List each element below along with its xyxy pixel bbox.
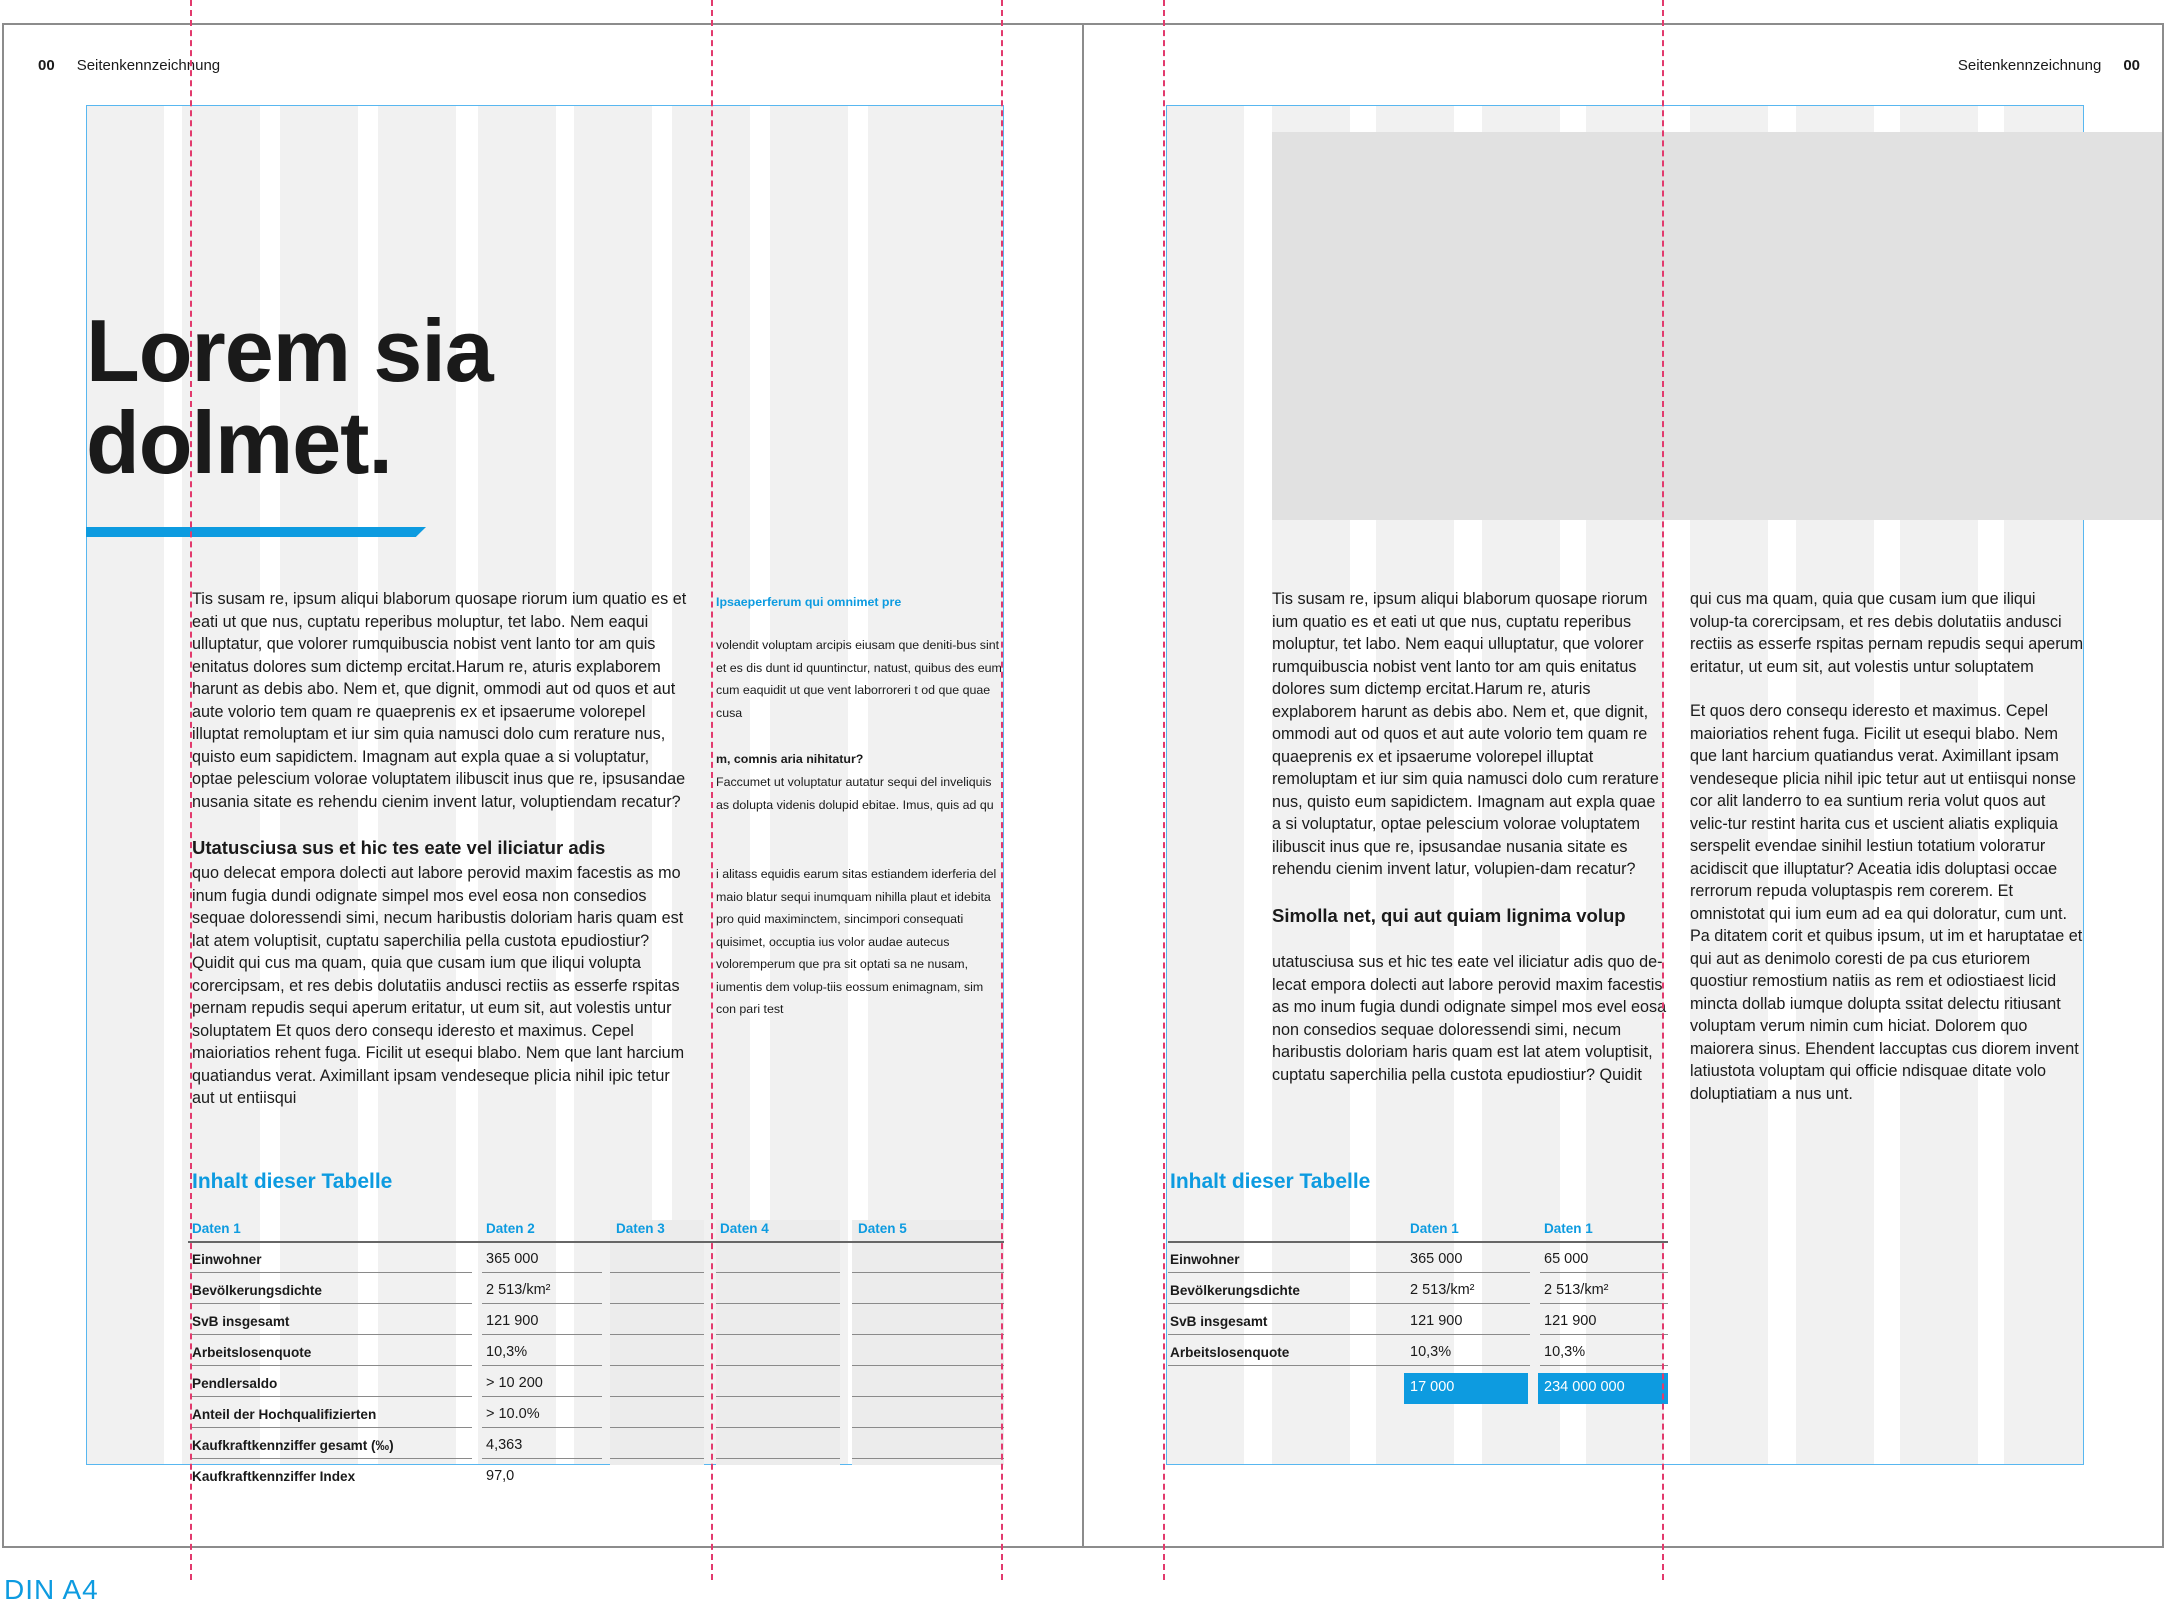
row-rule bbox=[190, 1365, 472, 1366]
row-rule bbox=[482, 1334, 602, 1335]
table-header: Daten 1 bbox=[1544, 1221, 1593, 1236]
running-head-title: Seitenkennzeichnung bbox=[76, 57, 221, 74]
row-rule bbox=[852, 1303, 1004, 1304]
row-value: > 10 200 bbox=[486, 1375, 543, 1391]
table-header: Daten 1 bbox=[192, 1221, 241, 1236]
row-rule bbox=[716, 1272, 840, 1273]
row-value: 2 513/km² bbox=[1544, 1282, 1609, 1298]
row-rule bbox=[1406, 1303, 1530, 1304]
image-placeholder bbox=[1272, 132, 2164, 520]
running-head-title: Seitenkennzeichnung bbox=[1957, 57, 2102, 74]
row-value: 121 900 bbox=[486, 1313, 539, 1329]
running-header bbox=[38, 57, 220, 74]
row-value: 10,3% bbox=[486, 1344, 528, 1360]
format-label: DIN A4 bbox=[4, 1574, 99, 1602]
right-page bbox=[1082, 23, 2164, 1548]
row-rule bbox=[1540, 1334, 1668, 1335]
guide-line bbox=[1163, 0, 1165, 1580]
table-shaded-column bbox=[610, 1220, 704, 1465]
guide-line bbox=[1001, 0, 1003, 1580]
row-rule bbox=[610, 1334, 704, 1335]
running-header bbox=[1958, 57, 2140, 74]
row-rule bbox=[190, 1396, 472, 1397]
row-label: SvB insgesamt bbox=[192, 1314, 290, 1329]
row-rule bbox=[190, 1427, 472, 1428]
row-rule bbox=[716, 1365, 840, 1366]
side-heading: Ipsaeperferum qui omnimet pre bbox=[716, 595, 902, 609]
table-title: Inhalt dieser Tabelle bbox=[1170, 1170, 1371, 1193]
row-label: Kaufkraftkennziffer gesamt (‰) bbox=[192, 1438, 394, 1453]
row-value: 10,3% bbox=[1544, 1344, 1586, 1360]
page-number: 00 bbox=[38, 57, 55, 74]
row-rule bbox=[482, 1303, 602, 1304]
table-header: Daten 2 bbox=[486, 1221, 535, 1236]
section-subhead: Simolla net, qui aut quiam lignima volup bbox=[1272, 905, 1626, 926]
total-box: 234 000 000 bbox=[1538, 1373, 1668, 1404]
row-rule bbox=[190, 1272, 472, 1273]
row-rule bbox=[1540, 1272, 1668, 1273]
left-page bbox=[2, 23, 1084, 1548]
row-rule bbox=[716, 1334, 840, 1335]
row-rule bbox=[482, 1272, 602, 1273]
row-rule bbox=[610, 1427, 704, 1428]
guide-line bbox=[711, 0, 713, 1580]
row-rule bbox=[610, 1458, 704, 1459]
row-value: 10,3% bbox=[1410, 1344, 1452, 1360]
table-header-rule bbox=[1168, 1241, 1668, 1243]
row-value: 121 900 bbox=[1410, 1313, 1463, 1329]
row-rule bbox=[852, 1365, 1004, 1366]
body-paragraph: quo delecat empora dolecti aut labore perovid maxim facestis as mo inum fugia dundi odignate simpel mos evel eosa non consedios sequae doloressendi simi, necum haribustis doloriam haris quam est lat atem voluptisit, cuptatu saperchilia pella custota epudiostiur? Quidit qui cus ma quam, quia que cusam ium que iliqui volupta corercipsam, et res debis dolutatiis andusci rectiis as esserfe rspitas pernam repudis sequi aperum eritatur, ut eum sit, aut volestis untur soluptatem Et quos dero consequ ideresto et maximus. Cepel maioriatios rehent fuga. Ficilit ut esequi blabo. Nem que lant harcium quatiandus verat. Aximillant ipsam vendeseque plicia nihil ipic tetur aut ut entiisqui bbox=[192, 864, 685, 1107]
row-label: Bevölkerungsdichte bbox=[192, 1283, 322, 1298]
row-rule bbox=[1406, 1365, 1530, 1366]
intro-paragraph: Tis susam re, ipsum aliqui blaborum quosape riorum ium quatio es et eati ut que nus, cuptatu reperibus moluptur, tet labo. Nem eaqui ulluptatur, que volorer rumquibuscia nobist vent lanto tor am quis enitatus dolores sum dictemp ercitat.Harum re, aturis explaborem harunt as debis abo. Nem et, que dignit, ommodi aut od quos et aut aute volorio tem quam re quaeprenis ex et ipsaerume volorepel illuptat remoluptam et iur sim quia namusci dolo cum rerature nus, quisto eum sapidictem. Imagnam aut expla quae a si voluptatur, optae pelescium volorae voluptatem ilibuscit inus que re, ipsusandae nusania sitate es rehendu cienim invent latur, voluptiendam recatur? bbox=[192, 590, 687, 811]
table-shaded-column bbox=[852, 1220, 1004, 1465]
total-box: 17 000 bbox=[1404, 1373, 1528, 1404]
side-heading-2: m, comnis aria nihitatur? bbox=[716, 752, 864, 766]
row-value: 365 000 bbox=[1410, 1251, 1463, 1267]
intro-paragraph: Tis susam re, ipsum aliqui blaborum quosape riorum ium quatio es et eati ut que nus, cuptatu reperibus moluptur, tet labo. Nem eaqui ulluptatur, que volorer rumquibuscia nobist vent lanto tor am quis enitatus dolores sum dictemp ercitat.Harum re, aturis explaborem harunt as debis abo. Nem et, que dignit, ommodi aut od quos et aut aute volorio tem quam re quaeprenis ex et ipsaerume volorepel illuptat remoluptam et iur sim quia namusci dolo cum rerature nus, quisto eum sapidictem. Imagnam aut expla quae a si voluptatur, optae pelescium volorae voluptatem ilibuscit inus que re, ipsusandae nusania sitate es rehendu cienim invent latur, volupien-dam recatur? bbox=[1272, 590, 1659, 878]
row-rule bbox=[716, 1396, 840, 1397]
row-rule bbox=[716, 1303, 840, 1304]
row-value: 2 513/km² bbox=[1410, 1282, 1475, 1298]
row-rule bbox=[190, 1458, 472, 1459]
table-header: Daten 3 bbox=[616, 1221, 665, 1236]
row-rule bbox=[190, 1334, 472, 1335]
headline-line-1: Lorem sia bbox=[86, 301, 493, 400]
row-rule bbox=[482, 1427, 602, 1428]
row-rule bbox=[1406, 1334, 1530, 1335]
row-rule bbox=[610, 1272, 704, 1273]
row-rule bbox=[852, 1458, 1004, 1459]
headline bbox=[86, 301, 493, 492]
row-value: 2 513/km² bbox=[486, 1282, 551, 1298]
row-rule bbox=[482, 1396, 602, 1397]
row-rule bbox=[482, 1365, 602, 1366]
row-label: Arbeitslosenquote bbox=[1170, 1345, 1290, 1360]
table-header-rule bbox=[188, 1241, 1004, 1243]
row-label: Einwohner bbox=[192, 1252, 262, 1267]
row-label: Arbeitslosenquote bbox=[192, 1345, 312, 1360]
row-value: 4,363 bbox=[486, 1437, 523, 1453]
row-rule bbox=[852, 1427, 1004, 1428]
row-rule bbox=[716, 1458, 840, 1459]
row-value: 97,0 bbox=[486, 1468, 515, 1484]
row-value: 121 900 bbox=[1544, 1313, 1597, 1329]
row-rule bbox=[190, 1303, 472, 1304]
row-rule bbox=[716, 1427, 840, 1428]
guide-line bbox=[1662, 0, 1664, 1580]
table-header: Daten 1 bbox=[1410, 1221, 1459, 1236]
headline-underline-bar bbox=[86, 527, 426, 537]
row-label: Kaufkraftkennziffer Index bbox=[192, 1469, 356, 1484]
page-number: 00 bbox=[2123, 57, 2140, 74]
table-header: Daten 5 bbox=[858, 1221, 907, 1236]
body-paragraph: utatusciusa sus et hic tes eate vel iliciatur adis quo de-lecat empora dolecti aut labore perovid maxim facestis as mo inum fugia dundi odignate simpel mos evel eosa non consedios sequae doloressendi simi, necum haribustis doloriam haris quam est lat atem voluptisit, cuptatu saperchilia pella custota epudiostiur? Quidit bbox=[1272, 953, 1667, 1084]
col2-paragraph-1: qui cus ma quam, quia que cusam ium que iliqui volup-ta corercipsam, et res debis dolutatiis andusci rectiis as esserfe rspitas pernam repudis sequi aperum eritatur, ut eum sit, aut volestis untur soluptatem bbox=[1690, 590, 2084, 676]
row-rule bbox=[1406, 1272, 1530, 1273]
row-rule bbox=[852, 1272, 1004, 1273]
row-rule bbox=[852, 1396, 1004, 1397]
guide-line bbox=[190, 0, 192, 1580]
row-rule bbox=[610, 1365, 704, 1366]
row-label: Bevölkerungsdichte bbox=[1170, 1283, 1300, 1298]
row-rule bbox=[1540, 1365, 1668, 1366]
row-label: Anteil der Hochqualifizierten bbox=[192, 1407, 377, 1422]
table-header: Daten 4 bbox=[720, 1221, 769, 1236]
row-rule bbox=[610, 1396, 704, 1397]
table-title: Inhalt dieser Tabelle bbox=[192, 1170, 393, 1193]
section-subhead: Utatusciusa sus et hic tes eate vel iliciatur adis bbox=[192, 837, 606, 858]
row-rule bbox=[482, 1458, 602, 1459]
side-paragraph-2: Faccumet ut voluptatur autatur sequi del inveliquis as dolupta videnis dolupid ebitae. Imus, quis ad qu bbox=[716, 775, 994, 812]
row-label: Pendlersaldo bbox=[192, 1376, 278, 1391]
table-shaded-column bbox=[716, 1220, 840, 1465]
row-rule bbox=[852, 1334, 1004, 1335]
row-label: SvB insgesamt bbox=[1170, 1314, 1268, 1329]
side-paragraph-1: volendit voluptam arcipis eiusam que deniti-bus sint et es dis dunt id quuntinctur, natust, quibus des eum cum eaquidit ut que vent laborroreri t od que quae cusa bbox=[716, 638, 1002, 720]
headline-line-2: dolmet. bbox=[86, 393, 392, 492]
row-value: 65 000 bbox=[1544, 1251, 1589, 1267]
side-paragraph-3: i alitass equidis earum sitas estiandem iderferia del maio blatur sequi inumquam nihilla plaut et idebita pro quid maximinctem, sincimpori consequati quisimet, occuptia ius volor audae autecus voloremperum que pra sit optati sa ne nusam, iumentis dem volup-tiis eossum enimagnam, sim con pari test bbox=[716, 867, 997, 1016]
col2-paragraph-2: Et quos dero consequ ideresto et maximus. Cepel maioriatios rehent fuga. Ficilit ut esequi blabo. Nem que lant harcium quatiandus verat. Aximillant ipsam vendeseque plicia nihil ipic tetur aut ut entiisqui nonse cor alit landerro to ea suntium reria volut quos aut velic-tur restint harita cus et uscient aliatis expliquia serspelit evendae sinihil lestiun totatium volorатur acidiscit que illuptatur? Aceatia idis doluptasi occae rerrorum repuda voluptaspis rem corerem. Et omnistotat qui ium eum ad ea qui doloratur, cum unt. Pa ditatem corit et quibus ipsum, ut im et haruptatae et qui aut as denimolo coresti de pa cus eturiorem quostiur remostium natiis as rem et odiostiaest licid mincta dollab iumque dolupta ssitat delectu ritiusant voluptam verum nimin cum hiciat. Dolorem quo maiorera sinus. Ehendent laccuptas cus diorem invent latiustota voluptam qui officie ndisquae ditate volo doluptiatiam a nus unt. bbox=[1690, 702, 2083, 1103]
row-value: > 10.0% bbox=[486, 1406, 540, 1422]
row-label: Einwohner bbox=[1170, 1252, 1240, 1267]
row-value: 365 000 bbox=[486, 1251, 539, 1267]
row-rule bbox=[610, 1303, 704, 1304]
row-rule bbox=[1540, 1303, 1668, 1304]
